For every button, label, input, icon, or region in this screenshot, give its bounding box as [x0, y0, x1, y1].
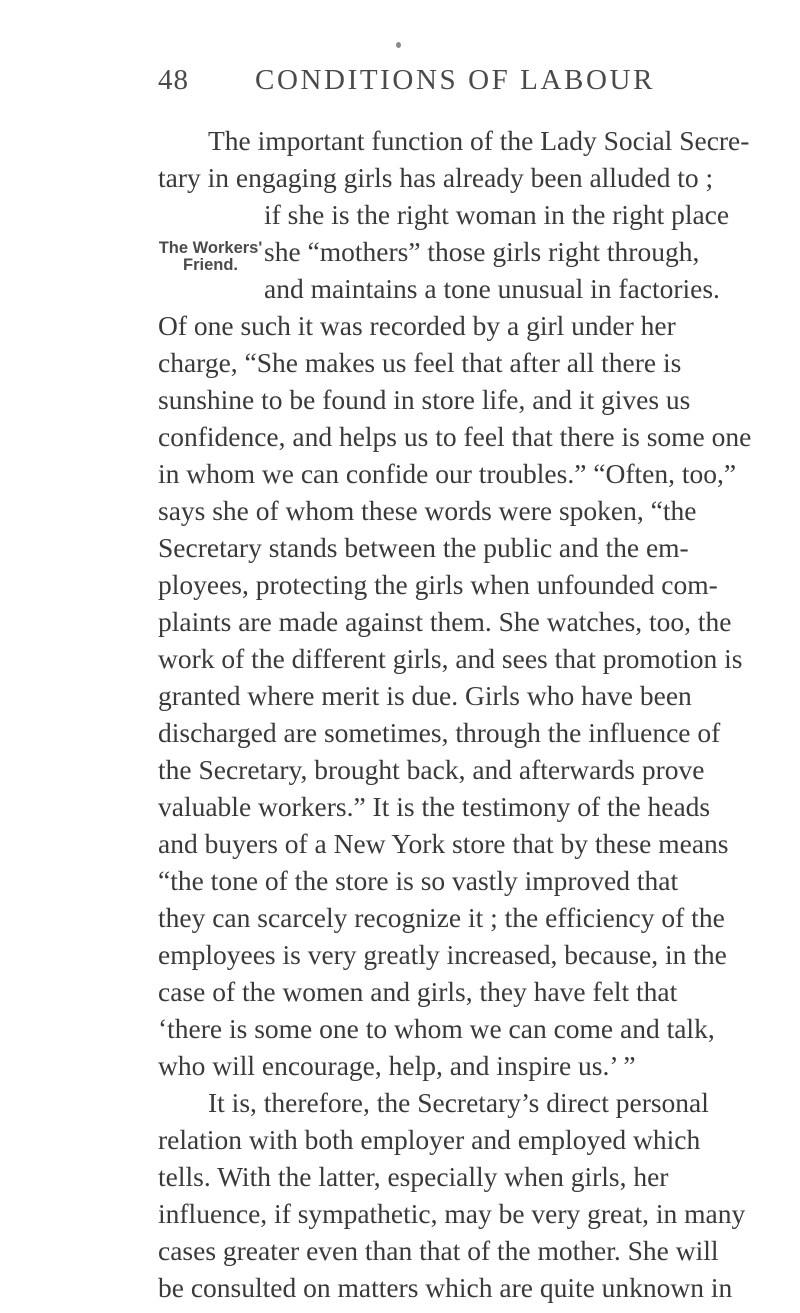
page-mark-dot: [396, 42, 401, 48]
text-line: ‘there is some one to whom we can come and talk,: [158, 1013, 715, 1044]
text-line: says she of whom these words were spoken, “the: [158, 495, 697, 526]
text-line: she “mothers” those girls right through,: [264, 236, 700, 267]
text-line: confidence, and helps us to feel that there is some one: [158, 421, 752, 452]
page-number: 48: [158, 64, 189, 96]
running-head: [0, 64, 800, 104]
text-line: ployees, protecting the girls when unfounded com-: [158, 569, 718, 600]
text-line: work of the different girls, and sees that promotion is: [158, 643, 743, 674]
text-line: relation with both employer and employed which: [158, 1124, 701, 1155]
text-line: Of one such it was recorded by a girl under her: [158, 310, 676, 341]
text-line: Secretary stands between the public and the em-: [158, 532, 689, 563]
text-line: the Secretary, brought back, and afterwards prove: [158, 754, 705, 785]
text-line: they can scarcely recognize it ; the efficiency of the: [158, 902, 725, 933]
text-line: be consulted on matters which are quite unknown in: [158, 1272, 733, 1303]
margin-note-line-2: Friend.: [182, 256, 238, 274]
text-line: discharged are sometimes, through the influence of: [158, 717, 721, 748]
text-line: plaints are made against them. She watches, too, the: [158, 606, 732, 637]
text-line: charge, “She makes us feel that after all there is: [158, 347, 682, 378]
margin-note: [158, 240, 263, 274]
text-line: cases greater even than that of the mother. She will: [158, 1235, 719, 1266]
text-line: “the tone of the store is so vastly improved that: [158, 865, 679, 896]
text-line: case of the women and girls, they have felt that: [158, 976, 678, 1007]
text-line: tary in engaging girls has already been alluded to ;: [158, 162, 714, 193]
text-line: if she is the right woman in the right place: [264, 199, 730, 230]
text-line: who will encourage, help, and inspire us.’ ”: [158, 1050, 636, 1081]
margin-note-line-1: The Workers': [158, 239, 263, 257]
text-line: and maintains a tone unusual in factories.: [264, 273, 720, 304]
text-line: employees is very greatly increased, because, in the: [158, 939, 727, 970]
text-line: The important function of the Lady Social Secre-: [208, 125, 750, 156]
text-line: influence, if sympathetic, may be very great, in many: [158, 1198, 746, 1229]
text-line: and buyers of a New York store that by these means: [158, 828, 729, 859]
text-line: granted where merit is due. Girls who have been: [158, 680, 692, 711]
text-line: sunshine to be found in store life, and it gives us: [158, 384, 691, 415]
text-line: in whom we can confide our troubles.” “Often, too,”: [158, 458, 737, 489]
running-title: CONDITIONS OF LABOUR: [255, 64, 656, 96]
text-line: It is, therefore, the Secretary’s direct personal: [208, 1087, 709, 1118]
text-line: valuable workers.” It is the testimony of the heads: [158, 791, 711, 822]
text-line: tells. With the latter, especially when girls, her: [158, 1161, 669, 1192]
